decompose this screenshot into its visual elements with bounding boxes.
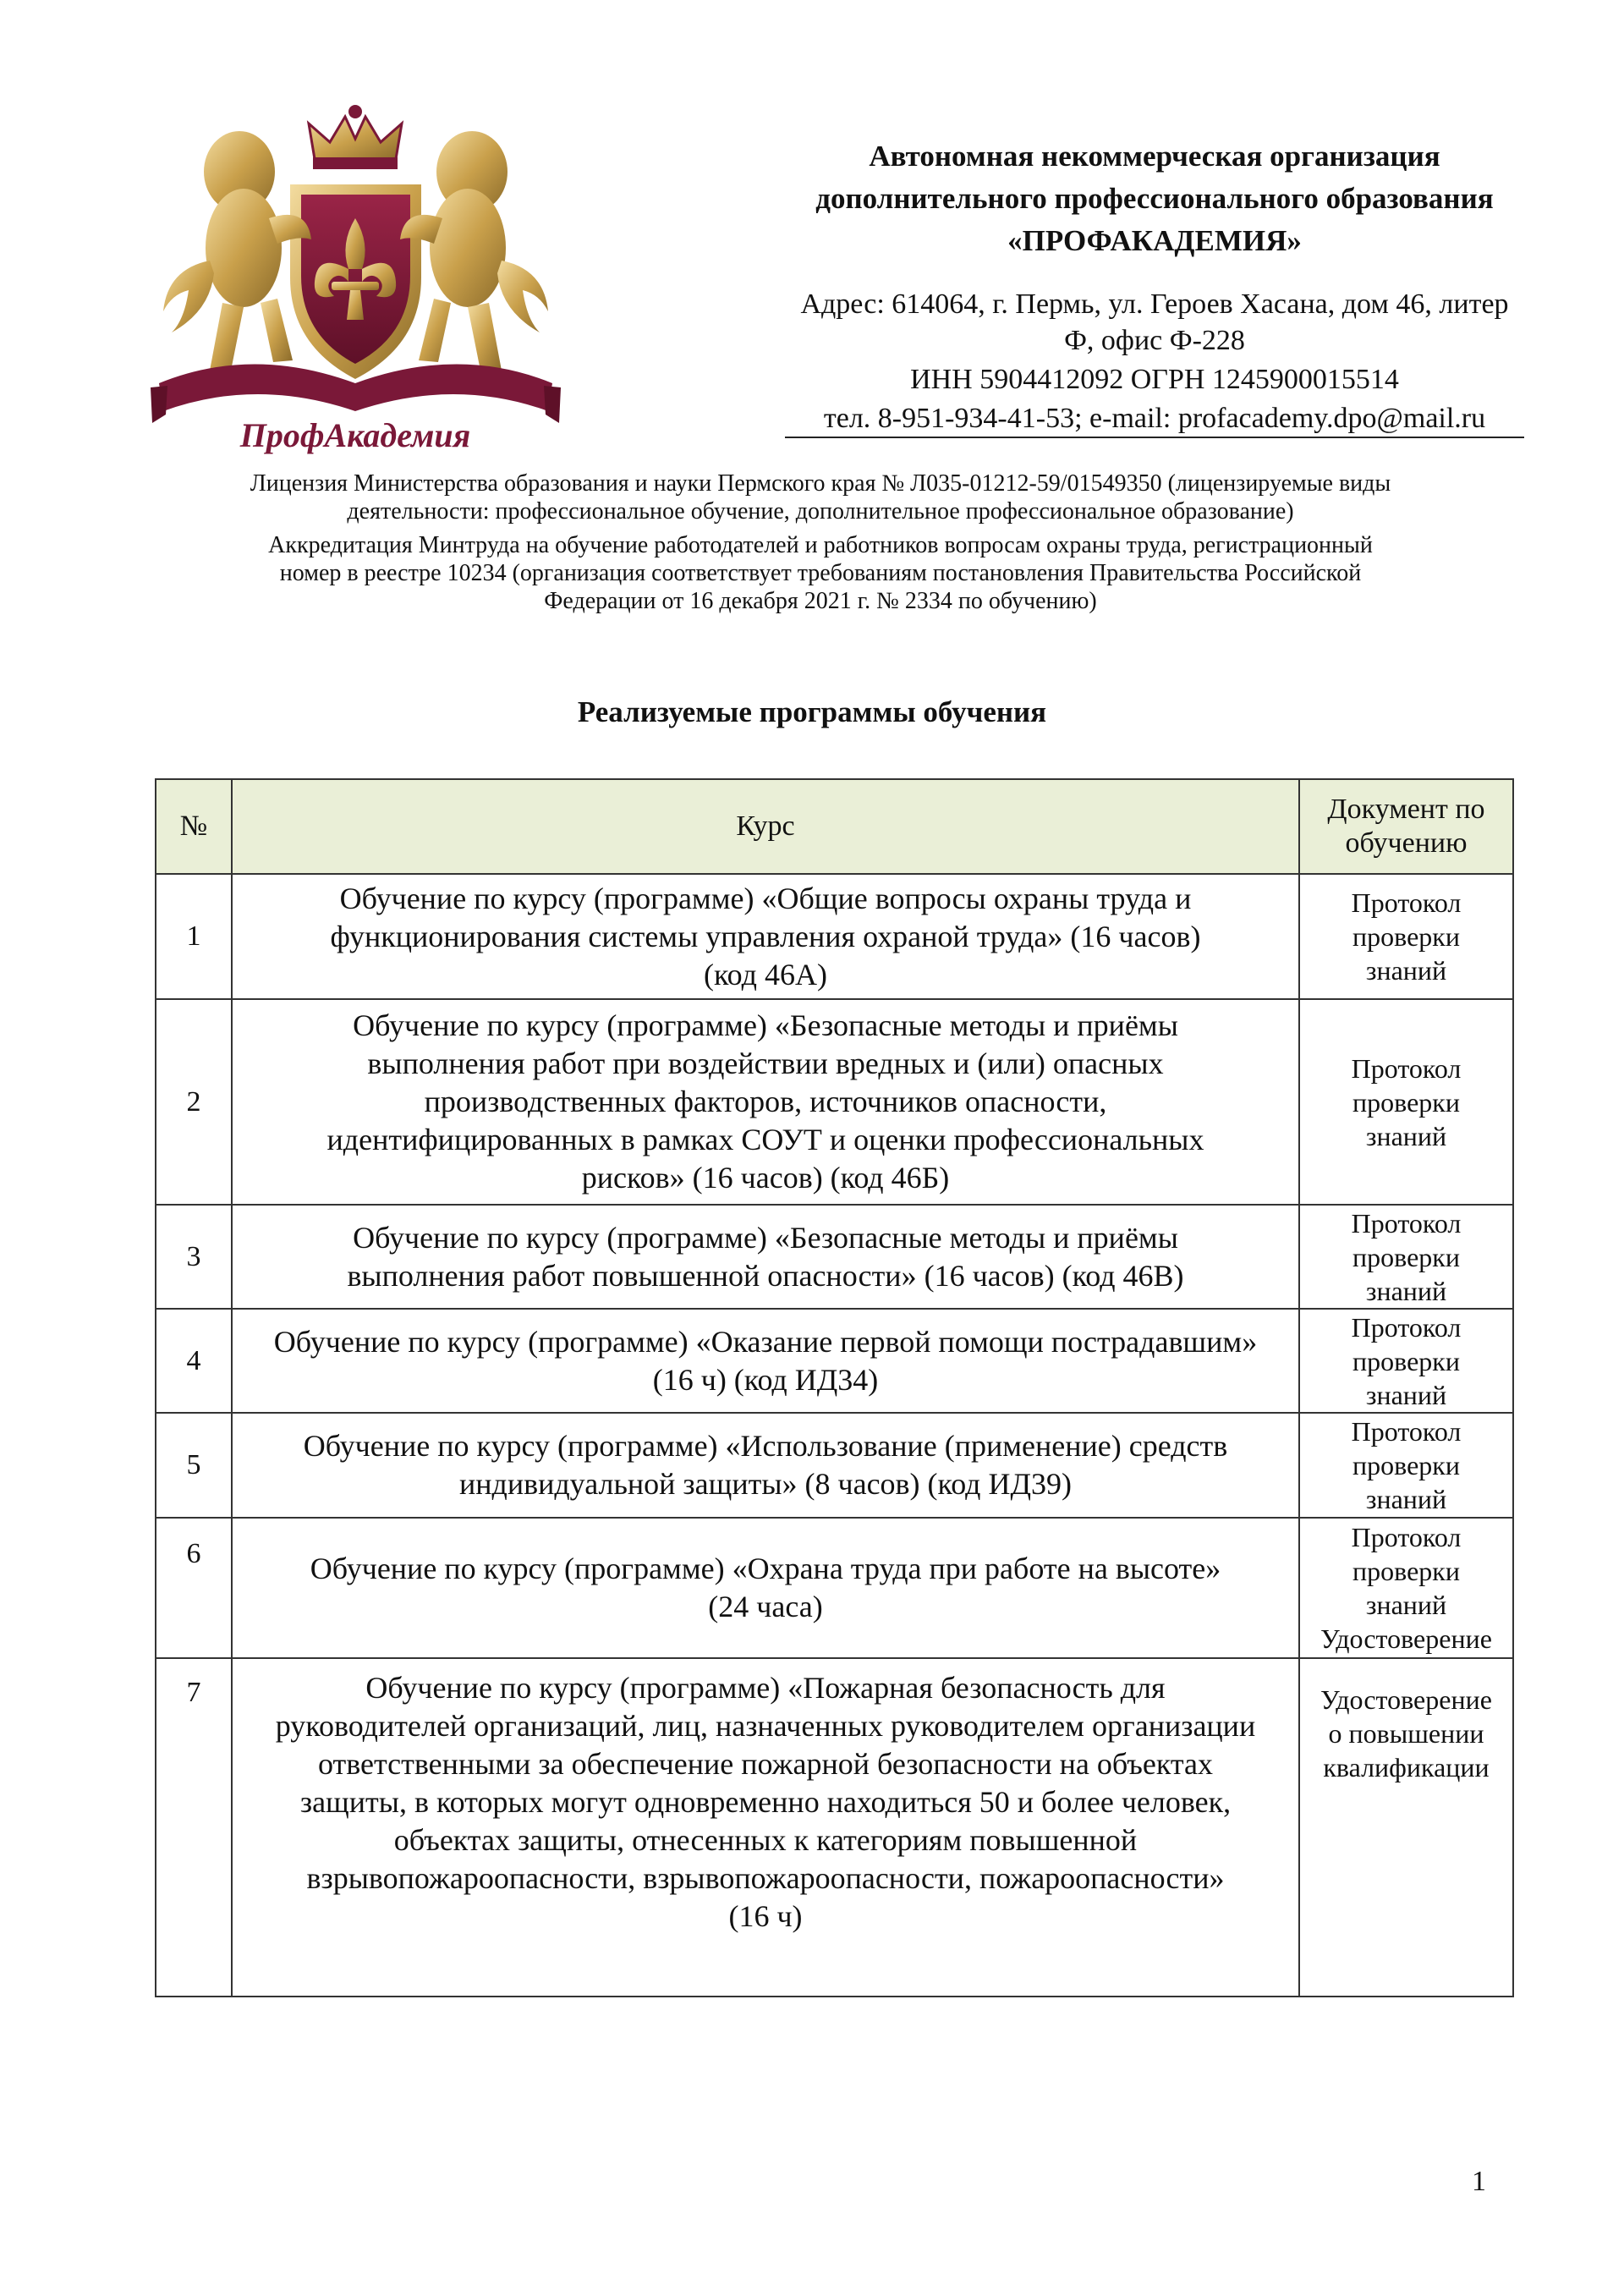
row-number: 6 <box>156 1518 232 1658</box>
course-name: Обучение по курсу (программе) «Использование (применение) средств индивидуальной защиты» (8 часов) (код ИД39) <box>232 1413 1299 1518</box>
license-line1: Лицензия Министерства образования и науки Пермского края № Л035-01212-59/01549350 (лицензируемые виды <box>250 470 1391 497</box>
accreditation-line3: Федерации от 16 декабря 2021 г. № 2334 по обучению) <box>544 588 1097 614</box>
document-type: Протокол проверки знаний <box>1299 1205 1513 1309</box>
row-number: 3 <box>156 1205 232 1309</box>
header-document: Документ по обучению <box>1299 779 1513 874</box>
org-contacts: тел. 8-951-934-41-53; e-mail: profacademy.dpo@mail.ru <box>785 400 1524 438</box>
header-course: Курс <box>232 779 1299 874</box>
org-name-line2: дополнительного профессионального образования <box>815 182 1494 215</box>
course-name: Обучение по курсу (программе) «Оказание первой помощи пострадавшим» (16 ч) (код ИД34) <box>232 1309 1299 1413</box>
table-row <box>156 1205 1513 1309</box>
document-type: Протокол проверки знаний <box>1299 1309 1513 1413</box>
accreditation-info <box>203 531 1438 615</box>
document-type: Протокол проверки знаний <box>1299 999 1513 1205</box>
row-number: 2 <box>156 999 232 1205</box>
course-name: Обучение по курсу (программе) «Пожарная безопасность для руководителей организаций, лиц, назначенных руководителем организации ответственными за обеспечение пожарной безопасности на объектах защиты, в которых могут одновременно находиться 50 и более человек, объектах защиты, отнесенных к категориям повышенной взрывопожароопасности, взрывопожароопасности, пожароопасности» (16 ч) <box>232 1658 1299 1997</box>
course-name: Обучение по курсу (программе) «Безопасные методы и приёмы выполнения работ при воздействии вредных и (или) опасных производственных факторов, источников опасности, идентифицированных в рамках СОУТ и оценки профессиональных рисков» (16 часов) (код 46Б) <box>232 999 1299 1205</box>
org-name-line3: «ПРОФАКАДЕМИЯ» <box>1007 224 1302 257</box>
row-number: 4 <box>156 1309 232 1413</box>
page-number: 1 <box>1472 2166 1486 2197</box>
course-name: Обучение по курсу (программе) «Общие вопросы охраны труда и функционирования системы управления охраной труда» (16 часов) (код 46А) <box>232 874 1299 999</box>
logo-caption: ПрофАкадемия <box>239 416 471 454</box>
table-header-row <box>156 779 1513 874</box>
lions-crest-fleur-de-lis-icon <box>151 91 561 455</box>
table-row <box>156 874 1513 999</box>
organization-logo <box>151 91 561 455</box>
table-row <box>156 1413 1513 1518</box>
document-type: Протокол проверки знаний <box>1299 1413 1513 1518</box>
row-number: 5 <box>156 1413 232 1518</box>
row-number: 7 <box>156 1658 232 1997</box>
table-row <box>156 1518 1513 1658</box>
license-line2: деятельности: профессиональное обучение, дополнительное профессиональное образование) <box>347 498 1294 525</box>
accreditation-line1: Аккредитация Минтруда на обучение работодателей и работников вопросам охраны труда, регистрационный <box>268 532 1373 558</box>
org-inn-ogrn: ИНН 5904412092 ОГРН 1245900015514 <box>910 364 1399 395</box>
org-address-line2: Ф, офис Ф-228 <box>1064 325 1245 356</box>
programs-table <box>155 778 1514 1997</box>
org-address-line1: Адрес: 614064, г. Пермь, ул. Героев Хасана, дом 46, литер <box>800 288 1509 320</box>
accreditation-line2: номер в реестре 10234 (организация соответствует требованиям постановления Правительства Российской <box>279 560 1362 586</box>
table-row <box>156 1658 1513 1997</box>
license-info <box>203 470 1438 525</box>
document-type: Удостоверение о повышении квалификации <box>1299 1658 1513 1997</box>
row-number: 1 <box>156 874 232 999</box>
document-type: Протокол проверки знаний <box>1299 874 1513 999</box>
course-name: Обучение по курсу (программе) «Безопасные методы и приёмы выполнения работ повышенной опасности» (16 часов) (код 46В) <box>232 1205 1299 1309</box>
header-num: № <box>156 779 232 874</box>
org-name-line1: Автономная некоммерческая организация <box>869 140 1440 173</box>
table-row <box>156 1309 1513 1413</box>
organization-header <box>694 135 1616 438</box>
document-type: Протокол проверки знаний Удостоверение <box>1299 1518 1513 1658</box>
table-row <box>156 999 1513 1205</box>
page-title: Реализуемые программы обучения <box>577 695 1047 728</box>
course-name: Обучение по курсу (программе) «Охрана труда при работе на высоте» (24 часа) <box>232 1518 1299 1658</box>
